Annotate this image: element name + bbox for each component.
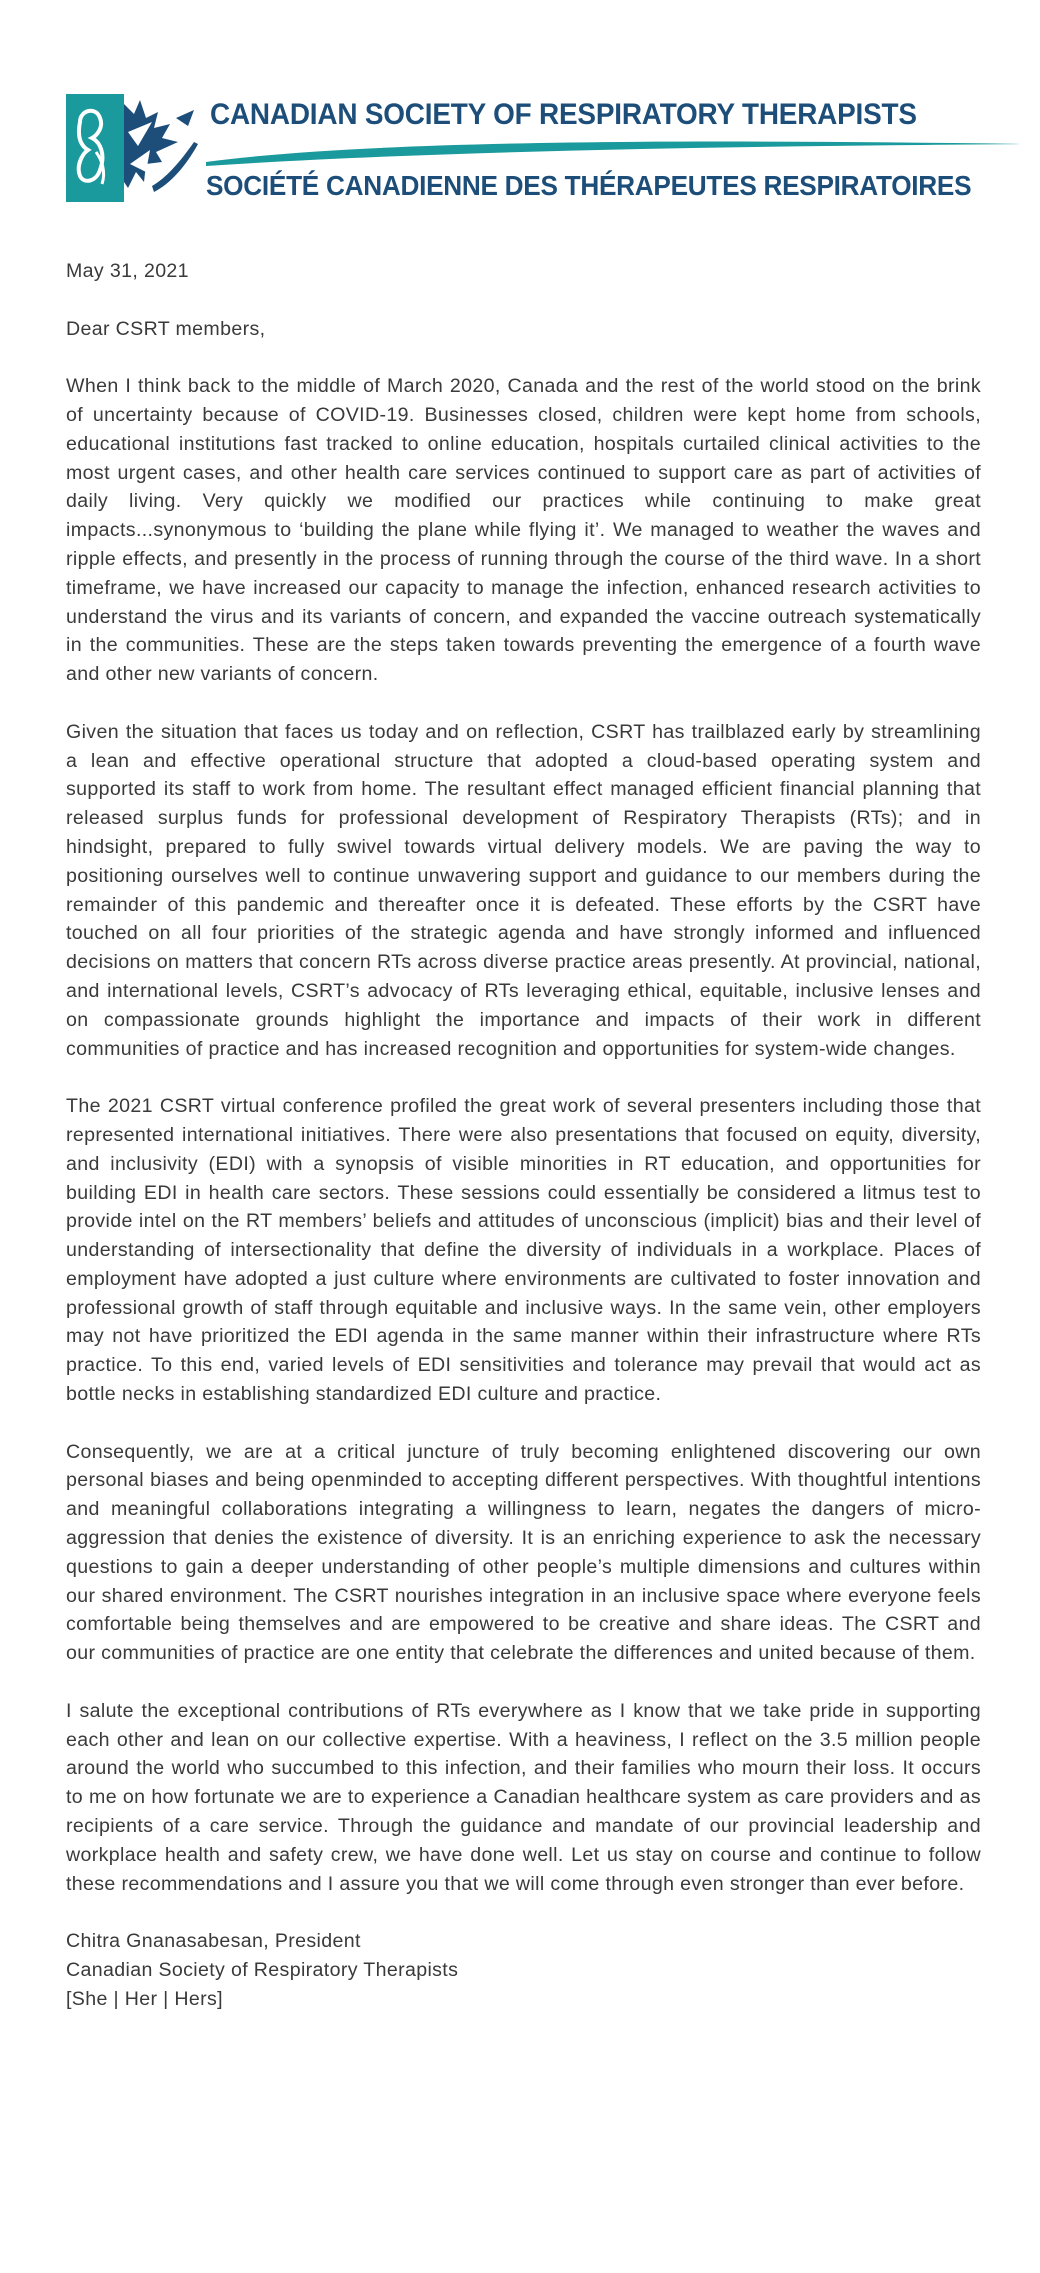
- paragraph: Given the situation that faces us today and on reflection, CSRT has trailblazed early by streamlining a lean and effective operational structure that adopted a cloud-based operating system and supported its staff to work from home. The resultant effect managed efficient financial planning that released surplus funds for professional development of Respiratory Therapists (RTs); and in hindsight, prepared to fully swivel towards virtual delivery models. We are paving the way to positioning ourselves well to continue unwavering support and guidance to our members during the remainder of this pandemic and thereafter once it is defeated. These efforts by the CSRT have touched on all four priorities of the strategic agenda and have strongly informed and influenced decisions on matters that concern RTs across diverse practice areas presently. At provincial, national, and international levels, CSRT’s advocacy of RTs leveraging ethical, equitable, inclusive lenses and on compassionate grounds highlight the importance and impacts of their work in different communities of practice and has increased recognition and opportunities for system-wide changes.: [66, 720, 981, 1060]
- paragraph: Consequently, we are at a critical juncture of truly becoming enlightened discovering our own personal biases and being openminded to accepting different perspectives. With thoughtful intentions and meaningful collaborations integrating a willingness to learn, negates the dangers of micro-aggression that denies the existence of diversity. It is an enriching experience to ask the necessary questions to gain a deeper understanding of other people’s multiple dimensions and cultures within our shared environment. The CSRT nourishes integration in an inclusive space where everyone feels comfortable being themselves and are empowered to be creative and share ideas. The CSRT and our communities of practice are one entity that celebrate the differences and united because of them.: [66, 1440, 981, 1665]
- signature-block: [66, 1927, 981, 2013]
- organization-name-english: CANADIAN SOCIETY OF RESPIRATORY THERAPISTS: [210, 98, 917, 131]
- letter-body: [66, 257, 981, 2014]
- salutation: Dear CSRT members,: [66, 317, 266, 340]
- signatory-name-title: Chitra Gnanasabesan, President: [66, 1930, 361, 1953]
- letter-date: May 31, 2021: [66, 260, 189, 282]
- swoosh-divider: [206, 136, 1026, 166]
- letterhead: [66, 92, 981, 204]
- signatory-organization: Canadian Society of Respiratory Therapists: [66, 1959, 459, 1982]
- signatory-pronouns: [She | Her | Hers]: [66, 1987, 223, 2010]
- organization-name-french: SOCIÉTÉ CANADIENNE DES THÉRAPEUTES RESPIRATOIRES: [206, 170, 972, 201]
- maple-leaf-lungs-icon: [66, 92, 201, 204]
- paragraph: When I think back to the middle of March 2020, Canada and the rest of the world stood on the brink of uncertainty because of COVID-19. Businesses closed, children were kept home from schools, educational institutions fast tracked to online education, hospitals curtailed clinical activities to the most urgent cases, and other health care services continued to support care as part of activities of daily living. Very quickly we modified our practices while continuing to make great impacts...synonymous to ‘building the plane while flying it’. We managed to weather the waves and ripple effects, and presently in the process of running through the course of the third wave. In a short timeframe, we have increased our capacity to manage the infection, enhanced research activities to understand the virus and its variants of concern, and expanded the vaccine outreach systematically in the communities. These are the steps taken towards preventing the emergence of a fourth wave and other new variants of concern.: [66, 375, 981, 686]
- paragraph: The 2021 CSRT virtual conference profiled the great work of several presenters including those that represented international initiatives. There were also presentations that focused on equity, diversity, and inclusivity (EDI) with a synopsis of visible minorities in RT education, and opportunities for building EDI in health care sectors. These sessions could essentially be considered a litmus test to provide intel on the RT members’ beliefs and attitudes of unconscious (implicit) bias and their level of understanding of intersectionality that define the diversity of individuals in a workplace. Places of employment have adopted a just culture where environments are cultivated to foster innovation and professional growth of staff through equitable and inclusive ways. In the same vein, other employers may not have prioritized the EDI agenda in the same manner within their infrastructure where RTs practice. To this end, varied levels of EDI sensitivities and tolerance may prevail that would act as bottle necks in establishing standardized EDI culture and practice.: [66, 1095, 981, 1406]
- paragraph: I salute the exceptional contributions of RTs everywhere as I know that we take pride in supporting each other and lean on our collective expertise. With a heaviness, I reflect on the 3.5 million people around the world who succumbed to this infection, and their families who mourn their loss. It occurs to me on how fortunate we are to experience a Canadian healthcare system as care providers and as recipients of a care service. Through the guidance and mandate of our provincial leadership and workplace health and safety crew, we have done well. Let us stay on course and continue to follow these recommendations and I assure you that we will come through even stronger than ever before.: [66, 1699, 981, 1895]
